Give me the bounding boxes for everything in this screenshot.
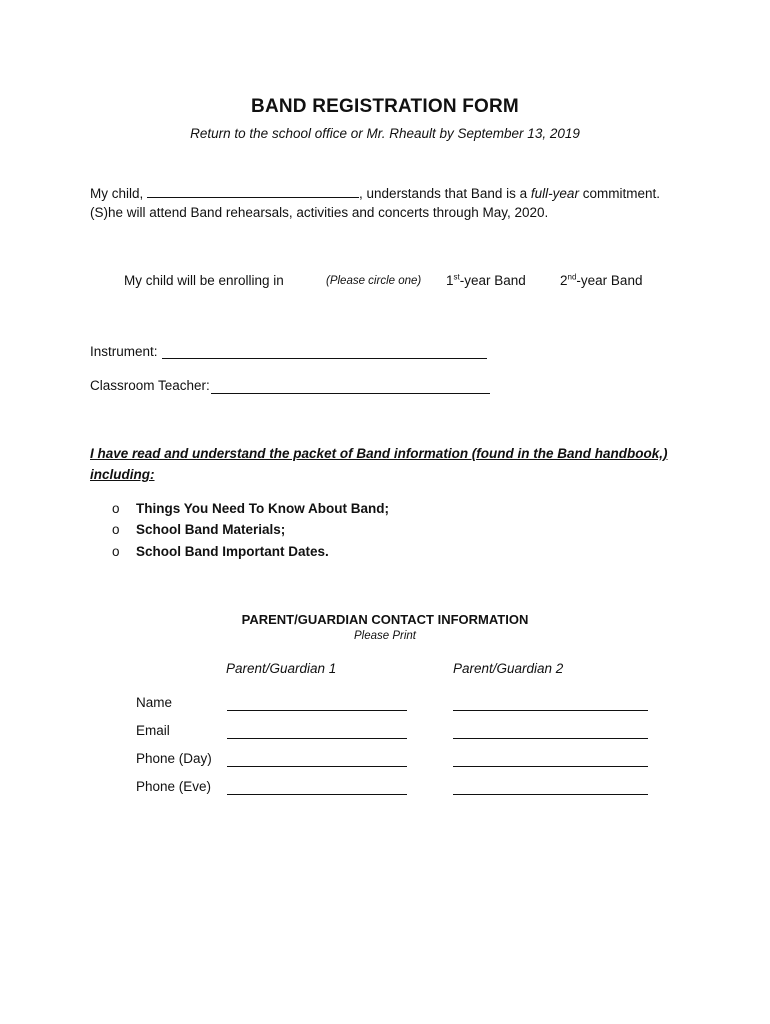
form-subtitle: Return to the school office or Mr. Rheault by September 13, 2019: [190, 126, 580, 141]
list-item-text: School Band Materials;: [136, 522, 286, 537]
row-label-name: Name: [136, 695, 173, 710]
option1-sup: st: [453, 272, 460, 282]
contact-heading: PARENT/GUARDIAN CONTACT INFORMATION: [241, 612, 529, 627]
instrument-field[interactable]: [162, 358, 487, 359]
row-label-phone-eve: Phone (Eve): [136, 779, 212, 794]
commitment-line-2: (S)he will attend Band rehearsals, activities and concerts through May, 2020.: [90, 205, 549, 220]
guardian1-phone-day-field[interactable]: [227, 766, 407, 767]
option-first-year[interactable]: [446, 273, 526, 288]
commitment-emphasis: full-year: [530, 186, 579, 201]
bullet-marker: o: [112, 544, 120, 559]
guardian2-name-field[interactable]: [453, 710, 648, 711]
enrolling-instruction: (Please circle one): [326, 275, 422, 287]
option2-number: 2: [560, 273, 568, 288]
instrument-label: Instrument:: [90, 344, 158, 359]
row-label-phone-day: Phone (Day): [136, 751, 212, 766]
list-item: [112, 522, 285, 537]
option1-text: -year Band: [459, 273, 526, 288]
enrolling-label: My child will be enrolling in: [124, 273, 284, 288]
bullet-marker: o: [112, 522, 120, 537]
guardian1-phone-eve-field[interactable]: [227, 794, 407, 795]
teacher-field[interactable]: [211, 393, 490, 394]
list-item: [112, 544, 329, 559]
option2-text: -year Band: [576, 273, 643, 288]
column-header-guardian-2: Parent/Guardian 2: [453, 661, 564, 676]
contact-subheading: Please Print: [353, 630, 416, 642]
commitment-mid: , understands that Band is a: [359, 186, 528, 201]
teacher-label: Classroom Teacher:: [90, 378, 210, 393]
guardian2-phone-day-field[interactable]: [453, 766, 648, 767]
column-header-guardian-1: Parent/Guardian 1: [226, 661, 337, 676]
option1-number: 1: [446, 273, 454, 288]
commitment-line-1: [90, 186, 660, 201]
guardian2-email-field[interactable]: [453, 738, 648, 739]
guardian1-email-field[interactable]: [227, 738, 407, 739]
acknowledgement-line-2: including:: [90, 467, 155, 482]
commitment-suffix: commitment.: [582, 186, 660, 201]
child-name-field[interactable]: [147, 196, 359, 198]
list-item-text: School Band Important Dates.: [136, 544, 329, 559]
option-second-year[interactable]: [560, 273, 642, 288]
acknowledgement-line-1: I have read and understand the packet of Band information (found in the Band handbook,): [90, 446, 668, 461]
option2-sup: nd: [567, 272, 577, 282]
bullet-marker: o: [112, 501, 120, 516]
commitment-prefix: My child,: [90, 186, 144, 201]
guardian1-name-field[interactable]: [227, 710, 407, 711]
list-item-text: Things You Need To Know About Band;: [136, 501, 389, 516]
form-title: BAND REGISTRATION FORM: [251, 96, 519, 117]
row-label-email: Email: [136, 723, 170, 738]
list-item: [112, 501, 389, 516]
guardian2-phone-eve-field[interactable]: [453, 794, 648, 795]
